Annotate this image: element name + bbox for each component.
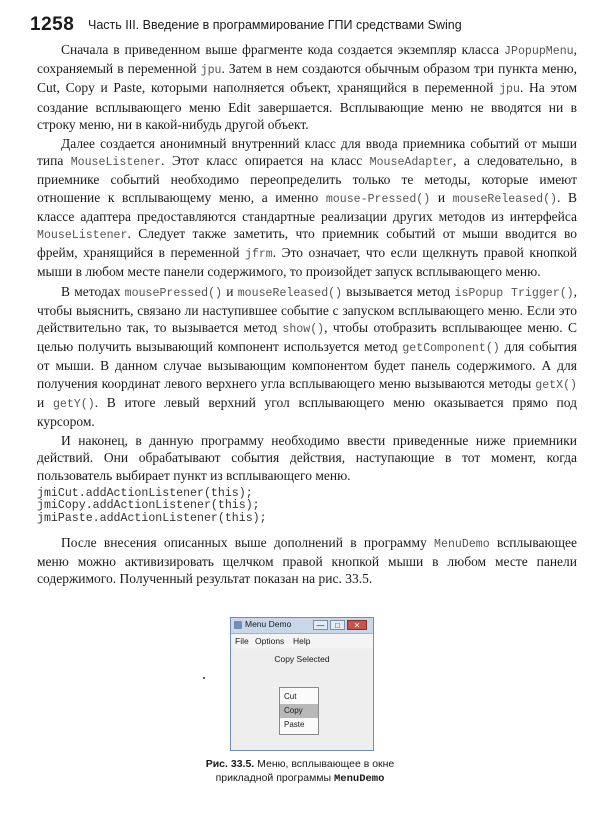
code-inline: mouse-Pressed() (325, 192, 431, 206)
paragraph-4 (37, 432, 577, 484)
code-line: jmiCut.addActionListener(this); (37, 486, 253, 500)
menu-help: Help (293, 636, 311, 646)
text: После внесения описанных выше дополнений в программу (61, 534, 435, 550)
menu-options: Options (255, 636, 285, 646)
text: . Это означает, что если щелкнуть правой кнопкой мыши в любом месте панели содержимого, то произойдет запуск всплывающего меню. (37, 245, 577, 280)
text: . Затем в нем создаются обычным образом три пункта меню, Cut, Copy и Paste, которыми наполняется объект, хранящийся в переменной (37, 61, 578, 96)
text: Далее создается анонимный внутренний класс для ввода приемника событий от мыши типа (37, 136, 577, 169)
text: . Следует также заметить, что приемник событий от мыши вводится во фрейм, хранящийся в переменной (37, 226, 577, 261)
running-head: Часть III. Введение в программирование ГПИ средствами Swing (88, 18, 462, 32)
code-inline: mousePressed() (124, 286, 223, 300)
code-listing (37, 488, 577, 526)
text: . Этот класс опирается на класс (161, 153, 370, 169)
figure-caption (185, 757, 415, 786)
text: , чтобы отобразить всплывающее меню. С целью получить вызывающий компонент используется метод (37, 320, 577, 355)
text: для события от мыши. В данном случае вызывающим компонентом будет панель содержимого. А для получения координат левого верхнего угла всплывающего меню вызываются методы (37, 339, 577, 391)
text: , а следовательно, в приемнике событий необходимо переопределить только те методы, которые имеют отношение к всплывающему меню, а именно (37, 153, 577, 205)
code-inline: getY() (52, 397, 95, 411)
code-inline: jpu (499, 83, 520, 97)
popup-item-copy: Copy (280, 704, 318, 718)
text: и (430, 189, 453, 205)
paragraph-5 (37, 534, 577, 588)
popup-menu (279, 687, 319, 735)
code-inline: mouseReleased() (237, 286, 343, 300)
popup-item-cut: Cut (284, 692, 297, 701)
paragraph-3 (37, 283, 577, 431)
page-number: 1258 (30, 14, 75, 35)
code-inline: jpu (200, 64, 222, 78)
text: Сначала в приведенном выше фрагменте кода создается экземпляр класса (61, 42, 505, 57)
code-inline: show() (282, 323, 325, 337)
content-pane (231, 649, 373, 750)
code-inline: MouseListener (70, 156, 162, 170)
selection-label: Copy Selected (274, 654, 330, 664)
app-icon (234, 621, 242, 629)
text: И наконец, в данную программу необходимо ввести приведенные ниже приемники действий. Они обрабатывают события действия, наступающие в тот момент, когда пользователь выбирает пункт из всплывающего меню. (37, 433, 577, 483)
figure-menu-demo-window (230, 617, 374, 751)
window-title: Menu Demo (245, 619, 292, 629)
text: и (222, 283, 238, 299)
code-inline: jfrm (244, 248, 273, 262)
caption-label: Рис. 33.5. (205, 758, 255, 770)
text: В методах (61, 283, 125, 299)
code-line: jmiCopy.addActionListener(this); (37, 499, 260, 513)
text: и (37, 394, 53, 410)
text: . В итоге левый верхний угол всплывающего меню оказывается прямо под курсором. (37, 394, 577, 430)
text: вызывается метод (342, 283, 455, 299)
code-inline: MouseAdapter (369, 156, 454, 170)
text: . На этом создание всплывающего меню Edit завершается. Всплывающие меню не вводятся ни в строку меню, ни в какой-нибудь другой объект. (37, 80, 577, 132)
minimize-icon: — (313, 620, 328, 630)
popup-item-paste: Paste (284, 720, 305, 729)
text: . В классе адаптера предоставляются стандартные реализации других методов из интерфейса (37, 189, 577, 224)
code-inline: mouseReleased() (452, 192, 558, 206)
code-inline: JPopupMenu (504, 45, 574, 58)
code-inline: isPopup Trigger() (454, 286, 574, 300)
paragraph-2 (37, 135, 577, 281)
code-line: jmiPaste.addActionListener(this); (37, 512, 267, 526)
code-inline: MouseListener (37, 229, 128, 243)
caption-text: Меню, всплывающее в окне прикладной программы (215, 758, 395, 784)
page-header (30, 14, 575, 38)
code-inline: getX() (535, 378, 577, 392)
menu-file: File (235, 636, 249, 646)
paragraph-1 (37, 41, 577, 133)
stray-dot (203, 677, 205, 679)
page-body (37, 41, 577, 589)
text: всплывающее меню можно активизировать щелчком правой кнопкой мыши в любом месте панели содержимого. Полученный результат показан на рис. 33.5. (37, 534, 577, 587)
close-icon: ✕ (347, 620, 367, 630)
code-inline: MenuDemo (434, 537, 490, 551)
maximize-icon: □ (330, 620, 345, 630)
text: , чтобы выяснить, связано ли наступившее событие с запуском всплывающего меню. Если это действительно так, то вызывается метод (37, 283, 578, 336)
code-inline: getComponent() (402, 342, 500, 356)
window-titlebar (231, 618, 373, 634)
text: , сохраняемый в переменной (37, 42, 577, 77)
window-menubar (231, 634, 373, 648)
caption-code: MenuDemo (333, 773, 385, 785)
